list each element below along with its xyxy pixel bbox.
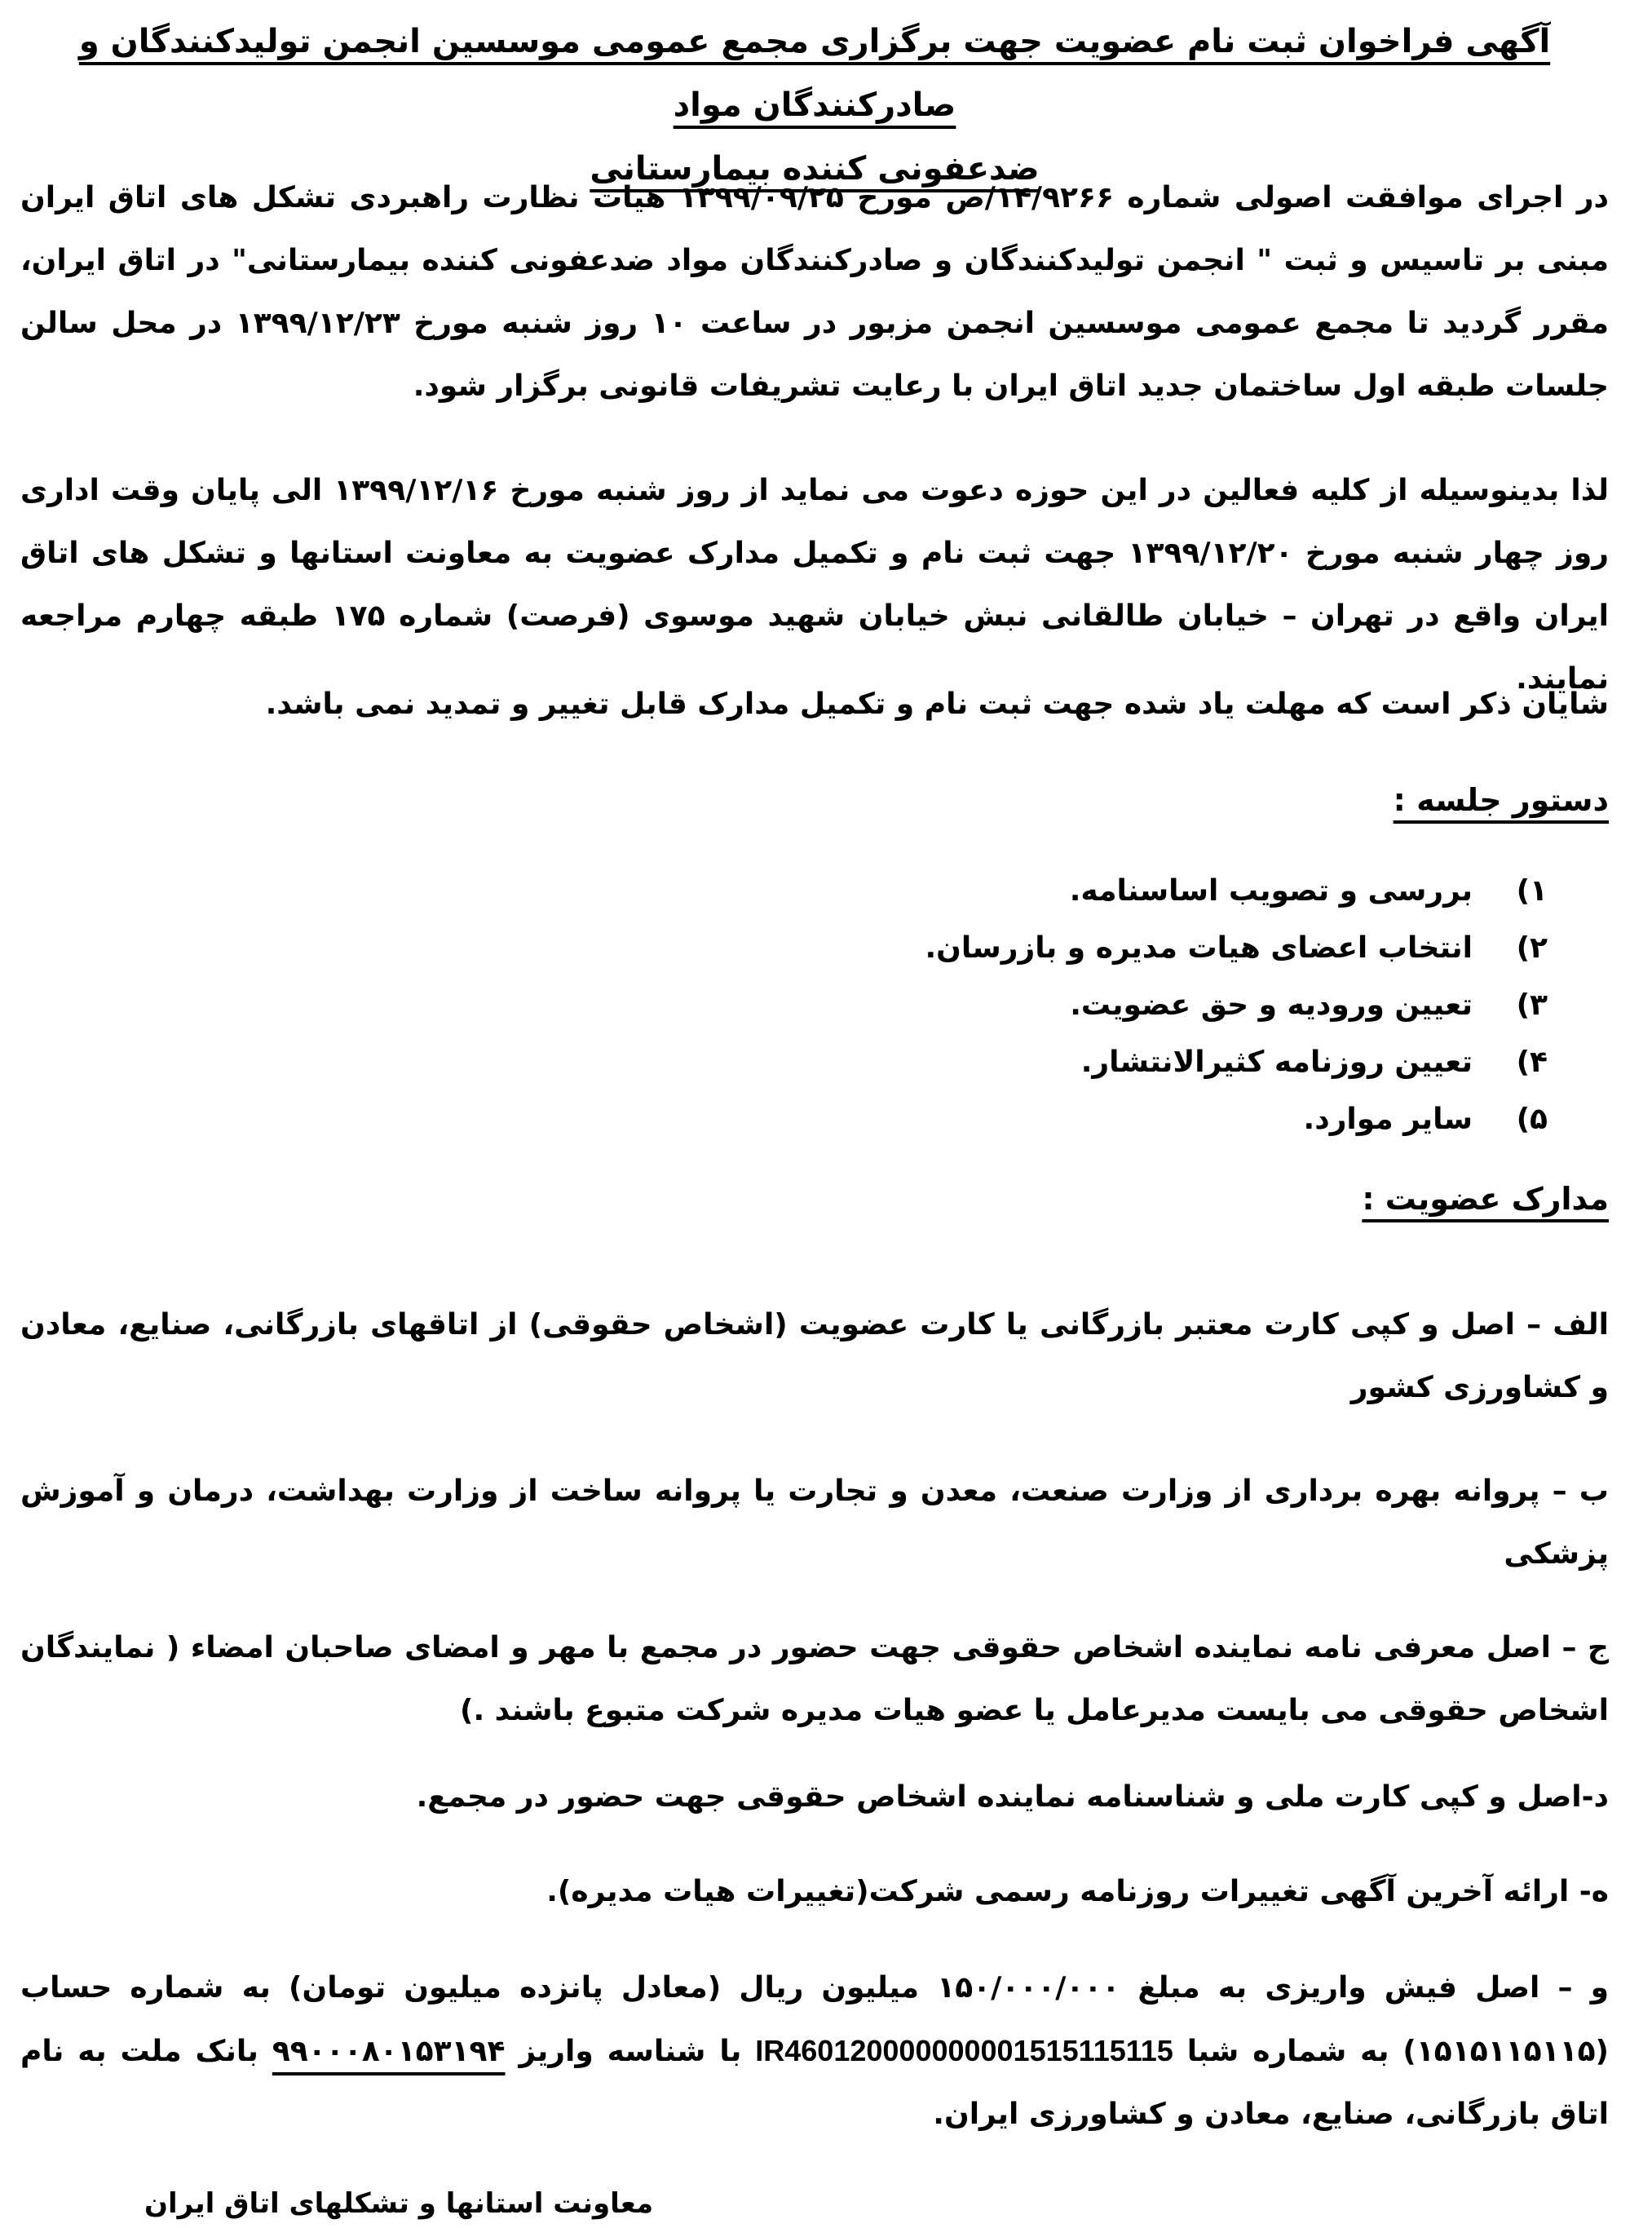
agenda-item: [488, 977, 1548, 1034]
title-line-1: آگهی فراخوان ثبت نام عضویت جهت برگزاری مجمع عمومی موسسین انجمن تولیدکنندگان و صادرکنندگان مواد: [78, 23, 1551, 124]
sheba-number: IR460120000000001515115115: [755, 2034, 1173, 2067]
agenda-item: [488, 1091, 1548, 1148]
document-item-alef: الف – اصل و کپی کارت معتبر بازرگانی یا کارت عضویت (اشخاص حقوقی) از اتاقهای بازرگانی، صنایع، معادن و کشاورزی کشور: [20, 1308, 1609, 1404]
document-item-he: ه- ارائه آخرین آگهی تغییرات روزنامه رسمی شرکت(تغییرات هیات مدیره).: [546, 1875, 1609, 1908]
intro-text-2: " در اتاق ایران، مقرر گردید تا مجمع عمومی موسسین انجمن مزبور در ساعت ۱۰ روز شنبه مورخ ۱۳۹۹/۱۲/۲۳ در محل سالن جلسات طبقه اول ساختمان جدید اتاق ایران با رعایت تشریفات قانونی برگزار شود.: [20, 244, 1609, 403]
intro-text-1: در اجرای موافقت اصولی شماره ۱۴/۹۲۶۶/ص مورخ ۱۳۹۹/۰۹/۲۵ هیات نظارت راهبردی تشکل های اتاق ایران مبنی بر تاسیس و ثبت ": [20, 181, 1610, 277]
payment-id: ۹۹۰۰۰۸۰۱۵۳۱۹۴: [272, 2035, 506, 2068]
agenda-heading: [1394, 769, 1609, 832]
agenda-item-number: ۴): [1516, 1045, 1548, 1079]
title-line-2: ضدعفونی کننده بیمارستانی: [590, 150, 1040, 188]
payment-text-3: بانک ملت به نام اتاق بازرگانی، صنایع، معادن و کشاورزی ایران.: [20, 2035, 1609, 2131]
agenda-item: [488, 863, 1548, 920]
agenda-item: [488, 1034, 1548, 1091]
intro-paragraph: [20, 166, 1609, 418]
agenda-item-text: سایر موارد.: [1303, 1103, 1473, 1136]
document-item-vav: [20, 1956, 1609, 2146]
agenda-list: [488, 863, 1548, 1148]
invitation-paragraph: لذا بدینوسیله از کلیه فعالین در این حوزه دعوت می نماید از روز شنبه مورخ ۱۳۹۹/۱۲/۱۶ الی پایان وقت اداری روز چهار شنبه مورخ ۱۳۹۹/۱۲/۲۰ جهت ثبت نام و تکمیل مدارک عضویت به معاونت استانها و تشکل های اتاق ایران واقع در تهران – خیابان طالقانی نبش خیابان شهید موسوی (فرصت) شماره ۱۷۵ طبقه چهارم مراجعه نمایند.: [20, 474, 1610, 696]
document-item-be: ب – پروانه بهره برداری از وزارت صنعت، معدن و تجارت یا پروانه ساخت از وزارت بهداشت، درمان و آموزش پزشکی: [20, 1474, 1609, 1571]
agenda-item-text: تعیین روزنامه کثیرالانتشار.: [1080, 1045, 1473, 1079]
agenda-item-number: ۳): [1516, 988, 1548, 1022]
agenda-heading-text: دستور جلسه :: [1393, 782, 1609, 818]
document-item-jim: ج – اصل معرفی نامه نماینده اشخاص حقوقی جهت حضور در مجمع با مهر و امضای صاحبان امضاء ( نمایندگان اشخاص حقوقی می بایست مدیرعامل یا عضو هیات مدیره شرکت متبوع باشند .): [20, 1631, 1609, 1727]
agenda-item-number: ۲): [1516, 931, 1548, 965]
deadline-note: شایان ذکر است که مهلت یاد شده جهت ثبت نام و تکمیل مدارک قابل تغییر و تمدید نمی باشد.: [265, 687, 1609, 721]
association-name: انجمن تولیدکنندگان و صادرکنندگان مواد ضدعفونی کننده بیمارستانی: [246, 244, 1257, 277]
documents-heading: [1362, 1168, 1609, 1231]
agenda-item-text: بررسی و تصویب اساسنامه.: [1069, 874, 1473, 908]
payment-text-1: و – اصل فیش واریزی به مبلغ ۱۵۰/۰۰۰/۰۰۰ میلیون ریال (معادل پانزده میلیون تومان) به شماره حساب (۱۵۱۵۱۱۵۱۱۵) به شماره شبا: [20, 1971, 1609, 2068]
signature: معاونت استانها و تشکلهای اتاق ایران: [144, 2187, 654, 2220]
payment-text-2: با شناسه واریز: [505, 2035, 756, 2068]
agenda-item-number: ۱): [1516, 874, 1548, 908]
documents-heading-text: مدارک عضویت :: [1362, 1181, 1609, 1217]
agenda-item-text: تعیین ورودیه و حق عضویت.: [1070, 988, 1473, 1022]
agenda-item-text: انتخاب اعضای هیات مدیره و بازرسان.: [925, 931, 1473, 965]
agenda-item: [488, 920, 1548, 977]
agenda-item-number: ۵): [1516, 1103, 1548, 1136]
document-item-dal: د-اصل و کپی کارت ملی و شناسنامه نماینده اشخاص حقوقی جهت حضور در مجمع.: [416, 1780, 1609, 1814]
